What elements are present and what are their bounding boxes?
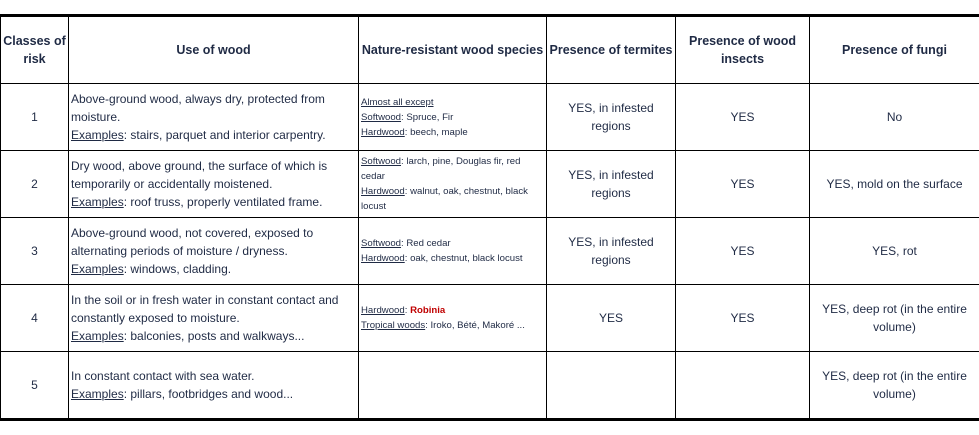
species-label: Softwood xyxy=(361,238,402,249)
species-text: : Red cedar xyxy=(401,238,451,249)
species-label: Hardwood xyxy=(361,305,405,316)
insects-cell: YES xyxy=(676,218,810,285)
species-text: : oak, chestnut, black locust xyxy=(404,253,523,264)
use-text: Above-ground wood, always dry, protected from moisture. xyxy=(71,92,325,124)
class-cell: 2 xyxy=(1,151,69,218)
class-cell: 1 xyxy=(1,84,69,151)
species-label: Hardwood xyxy=(361,186,405,197)
table-row xyxy=(1,151,979,218)
species-text: : Spruce, Fir xyxy=(401,111,454,123)
header-class: Classes of risk xyxy=(1,16,69,84)
species-label: Softwood xyxy=(361,111,402,123)
class-cell: 5 xyxy=(1,352,69,420)
species-label: Tropical woods xyxy=(361,320,426,331)
use-text: Above-ground wood, not covered, exposed to alternating periods of moisture / dryness. xyxy=(71,226,314,258)
use-text: In constant contact with sea water. xyxy=(71,369,255,383)
examples-label: Examples xyxy=(71,262,124,276)
fungi-cell: YES, rot xyxy=(810,218,979,285)
termites-cell: YES, in infested regions xyxy=(547,84,676,151)
examples-label: Examples xyxy=(71,128,124,142)
class-cell: 4 xyxy=(1,285,69,352)
header-use: Use of wood xyxy=(69,16,359,84)
species-highlight: Robinia xyxy=(410,305,446,316)
fungi-cell: YES, deep rot (in the entire volume) xyxy=(810,285,979,352)
species-cell xyxy=(359,84,547,151)
species-label: Hardwood xyxy=(361,126,405,138)
risk-classes-table xyxy=(0,14,979,421)
table-row xyxy=(1,84,979,151)
species-line: Almost all except xyxy=(361,96,434,108)
header-row xyxy=(1,16,979,84)
examples-text: : balconies, posts and walkways... xyxy=(123,329,305,343)
class-cell: 3 xyxy=(1,218,69,285)
use-cell xyxy=(69,151,359,218)
species-label: Hardwood xyxy=(361,253,405,264)
examples-label: Examples xyxy=(71,195,124,209)
species-cell xyxy=(359,218,547,285)
use-cell xyxy=(69,84,359,151)
species-cell xyxy=(359,151,547,218)
species-text: : Iroko, Bété, Makoré ... xyxy=(425,320,525,331)
examples-text: : roof truss, properly ventilated frame. xyxy=(123,195,323,209)
header-termites: Presence of termites xyxy=(547,16,676,84)
insects-cell: YES xyxy=(676,285,810,352)
species-cell xyxy=(359,352,547,420)
table-row xyxy=(1,352,979,420)
examples-text: : windows, cladding. xyxy=(123,262,232,276)
insects-cell xyxy=(676,352,810,420)
insects-cell: YES xyxy=(676,84,810,151)
termites-cell: YES, in infested regions xyxy=(547,218,676,285)
examples-label: Examples xyxy=(71,387,124,401)
species-cell xyxy=(359,285,547,352)
use-text: Dry wood, above ground, the surface of which is temporarily or accidentally moistened. xyxy=(71,159,328,191)
header-fungi: Presence of fungi xyxy=(810,16,979,84)
termites-cell: YES, in infested regions xyxy=(547,151,676,218)
fungi-cell: No xyxy=(810,84,979,151)
examples-label: Examples xyxy=(71,329,124,343)
species-text: : beech, maple xyxy=(404,126,468,138)
species-text: : larch, pine, Douglas fir, red cedar xyxy=(361,156,521,182)
use-cell xyxy=(69,218,359,285)
fungi-cell: YES, deep rot (in the entire volume) xyxy=(810,352,979,420)
species-text: : walnut, oak, chestnut, black locust xyxy=(361,186,528,212)
use-text: In the soil or in fresh water in constant contact and constantly exposed to moisture. xyxy=(71,293,339,325)
table-row xyxy=(1,285,979,352)
header-species: Nature-resistant wood species xyxy=(359,16,547,84)
termites-cell xyxy=(547,352,676,420)
header-insects: Presence of wood insects xyxy=(676,16,810,84)
termites-cell: YES xyxy=(547,285,676,352)
table-row xyxy=(1,218,979,285)
examples-text: : stairs, parquet and interior carpentry. xyxy=(123,128,326,142)
fungi-cell: YES, mold on the surface xyxy=(810,151,979,218)
insects-cell: YES xyxy=(676,151,810,218)
examples-text: : pillars, footbridges and wood... xyxy=(123,387,294,401)
species-label: Softwood xyxy=(361,156,402,167)
species-separator: : xyxy=(404,305,411,316)
use-cell xyxy=(69,352,359,420)
use-cell xyxy=(69,285,359,352)
